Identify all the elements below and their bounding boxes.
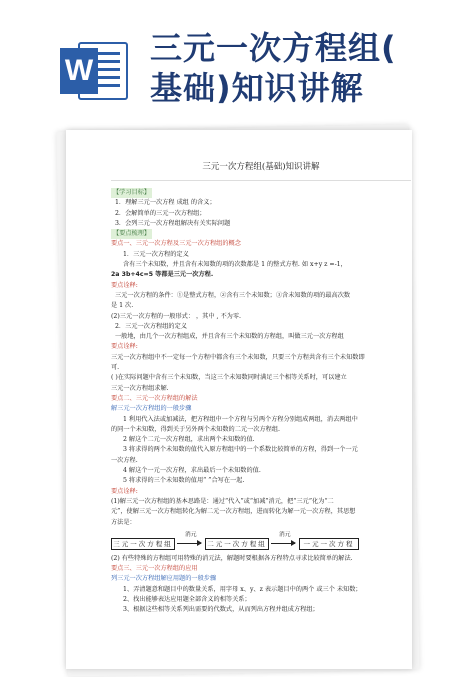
diagram-arrow-2 — [271, 543, 295, 544]
document-line — [111, 209, 411, 219]
document-line — [111, 415, 411, 425]
document-lines — [111, 188, 411, 528]
diagram-arrow-1 — [177, 543, 201, 544]
document-line — [111, 518, 411, 528]
document-line — [111, 384, 411, 394]
banner-title — [150, 28, 470, 108]
document-line — [111, 394, 411, 404]
line-text: 元”，使解三元一次方程组转化为解二元一次方程组，进而转化为解一元一次方程，其思想 — [111, 508, 356, 516]
line-text: 3．会列三元一次方程组解决有关实际问题 — [115, 219, 231, 227]
line-text: ( )在实际问题中含有三个未知数，当这三个未知数同时满足三个相等关系时，可以建立 — [111, 374, 347, 382]
document-line — [111, 574, 411, 584]
line-text: 三元一次方程组中不一定每一个方程中都含有三个未知数，只要三个方程共含有三个未知数即 — [111, 353, 365, 361]
key-point-heading: 要点一、三元一次方程及三元一次方程组的概念 — [111, 240, 241, 248]
document-line — [111, 605, 411, 615]
section-heading: 【学习目标】 — [111, 188, 152, 198]
diagram-label-1: 消元 — [185, 531, 197, 538]
banner-title-line1: 三元一次方程组( — [150, 29, 397, 67]
document-page — [66, 130, 412, 669]
line-text: 5 将求得的三个未知数的值用“ ”合写在一起. — [123, 477, 245, 485]
line-text: 列三元一次方程组解应用题的一般步骤 — [111, 575, 217, 583]
document-line — [111, 487, 411, 497]
document-line — [111, 445, 411, 455]
line-text: 可. — [111, 364, 120, 372]
document-line — [111, 198, 411, 208]
line-text: 的同一个未知数，得到关于另外两个未知数的二元一次方程组. — [111, 425, 281, 433]
document-line — [111, 353, 411, 363]
document-lines-2 — [111, 554, 411, 616]
line-text: 3 将求得的两个未知数的值代入原方程组中的一个系数比较简单的方程，得到一个一元 — [123, 446, 358, 454]
line-text: (2) 有些特殊的方程组可用特殊的消元法，解题时要根据各方程特点寻求比较简单的解法. — [111, 554, 353, 562]
key-point-heading: 要点诠释: — [111, 343, 138, 351]
line-text: 解三元一次方程组的一般步骤 — [111, 405, 192, 413]
document-title: 三元一次方程组(基础)知识讲解 — [202, 162, 320, 172]
section-heading: 【要点梳理】 — [111, 229, 152, 239]
line-text: 2a 3b+4c=5 等都是三元一次方程. — [111, 271, 214, 279]
document-line — [111, 425, 411, 435]
document-line — [111, 188, 411, 198]
line-text: 1．理解三元一次方程 成组 的含义； — [115, 199, 216, 207]
key-point-heading: 要点诠释: — [111, 281, 138, 289]
document-line — [111, 239, 411, 249]
line-text: 1．三元一次方程的定义 — [123, 250, 189, 258]
line-text: 是 1 次. — [111, 302, 134, 310]
line-text: 2、找出能够表达应用题全部含义的相等关系； — [123, 595, 251, 603]
document-line — [111, 373, 411, 383]
line-text: (2)三元一次方程的一般形式： ，其中 , 不为零. — [111, 312, 241, 320]
document-line — [111, 564, 411, 574]
document-line — [111, 281, 411, 291]
line-text: 3、根据这些相等关系列出需要的代数式，从而列出方程并组成方程组； — [123, 606, 319, 614]
document-body — [111, 160, 411, 616]
document-line — [111, 507, 411, 517]
document-line — [111, 322, 411, 332]
document-line — [111, 301, 411, 311]
line-text: 1 利用代入法或加减法，把方程组中一个方程与另两个方程分别组成两组，消去两组中 — [123, 415, 358, 423]
line-text: 2 解这个二元一次方程组，求出两个未知数的值. — [123, 436, 255, 444]
document-line — [111, 404, 411, 414]
elimination-diagram — [111, 530, 411, 552]
key-point-heading: 要点诠释: — [111, 487, 138, 495]
banner — [0, 0, 474, 120]
document-line — [111, 476, 411, 486]
line-text: 4 解这个一元一次方程，求出最后一个未知数的值. — [123, 467, 261, 475]
line-text: 三元一次方程的条件：①是整式方程，②含有三个未知数；③含未知数的项的最高次数 — [115, 291, 351, 299]
line-text: 方法是： — [111, 518, 136, 526]
document-line — [111, 342, 411, 352]
document-line — [111, 260, 411, 270]
diagram-box-two-var: 二元一次方程组 — [205, 538, 269, 550]
document-line — [111, 312, 411, 322]
line-text: (1)解三元一次方程组的基本思路是：通过“代入”或“加减”消元，把“三元”化为“二 — [111, 497, 334, 505]
document-line — [111, 219, 411, 229]
document-line — [111, 250, 411, 260]
document-line — [111, 291, 411, 301]
document-line — [111, 497, 411, 507]
document-line — [111, 363, 411, 373]
document-line — [111, 585, 411, 595]
line-text: 2．会解简单的三元一次方程组； — [115, 209, 206, 217]
key-point-heading: 要点二、三元一次方程组的解法 — [111, 394, 198, 402]
key-point-heading: 要点三、三元一次方程组的应用 — [111, 565, 198, 573]
line-text: 一次方程. — [111, 456, 138, 464]
banner-title-line2: 基础)知识讲解 — [150, 69, 364, 107]
document-line — [111, 466, 411, 476]
line-text: 2．三元一次方程组的定义 — [115, 322, 187, 330]
diagram-box-three-var: 三元一次方程组 — [111, 538, 175, 550]
document-line — [111, 456, 411, 466]
document-line — [111, 270, 411, 280]
document-line — [111, 332, 411, 342]
document-line — [111, 554, 411, 564]
word-icon-letter: W — [60, 48, 98, 94]
line-text: 含有三个未知数，并且含有未知数的项的次数都是 1 的整式方程. 如 x+y z =-1， — [123, 261, 347, 269]
document-line — [111, 435, 411, 445]
word-document-icon — [60, 42, 130, 102]
document-line — [111, 229, 411, 239]
line-text: 一般地，由几个一次方程组成，并且含有三个未知数的方程组，叫做三元一次方程组 — [115, 333, 344, 341]
title-divider — [111, 180, 411, 181]
line-text: 1、弄清题意和题目中的数量关系，用字母 x、y、z 表示题目中的两个 或三个 未知数； — [123, 585, 362, 593]
line-text: 三元一次方程组求解. — [111, 384, 169, 392]
document-line — [111, 595, 411, 605]
diagram-box-one-var: 一元一次方程 — [299, 538, 359, 550]
diagram-label-2: 消元 — [279, 531, 291, 538]
